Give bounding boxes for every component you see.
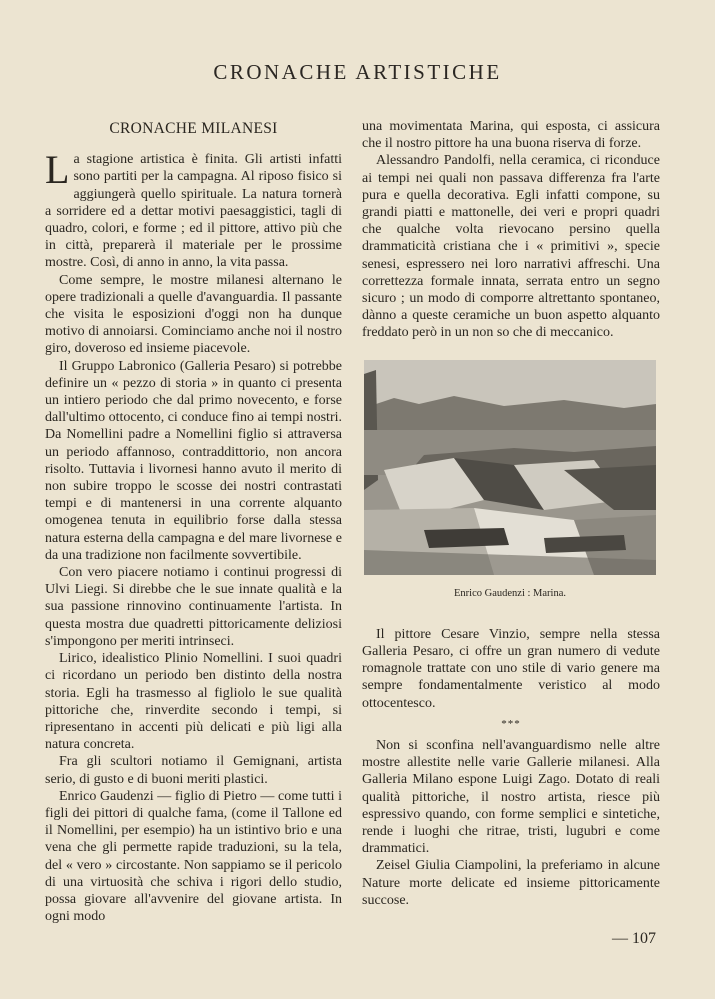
paragraph: Non si sconfina nell'avanguardismo nelle altre mostre allestite nelle varie Gallerie milanesi. Alla Galleria Milano espone Luigi Zago. Dotato di reali qualità pittoriche, il nostro artista, riesce più espressivo quando, con forme semplici e sintetiche, rende i luoghi che ritrae, tristi, lugubri e come drammatici. — [362, 738, 660, 857]
figure — [364, 360, 656, 602]
figure-caption: Enrico Gaudenzi : Marina. — [454, 587, 566, 599]
left-column — [45, 120, 342, 925]
paragraph: Fra gli scultori notiamo il Gemignani, artista serio, di gusto e di buoni meriti plastici. — [45, 754, 342, 787]
page-number: — 107 — [612, 930, 656, 947]
marina-painting-image — [364, 360, 656, 575]
paragraph: Con vero piacere notiamo i continui progressi di Ulvi Liegi. Si direbbe che le sue innate qualità e la sua passione rinnovino continuamente l'artista. In questa mostra due quadretti pittoricamente deliziosi s'impongono per meriti intrinseci. — [45, 565, 342, 649]
paragraph: Lirico, idealistico Plinio Nomellini. I suoi quadri ci ricordano un periodo ben distinto della nostra storia. Egli ha trasmesso al figliolo le sue qualità pittoriche che, rinverdite secondo i tempi, si ripresentano in accenti più delicati e più ligi alla natura concreta. — [45, 651, 342, 753]
paragraph: La stagione artistica è finita. Gli artisti infatti sono partiti per la campagna. Al riposo fisico si aggiungerà quello spirituale. La natura tornerà a sorridere ed a dettar motivi paesaggistici, tagli di quadro, colori, e forme ; ed il pittore, attivo più che in città, preparerà il materiale per le prossime mostre. Così, di anno in anno, la vita passa. — [45, 147, 342, 271]
paragraph: Il Gruppo Labronico (Galleria Pesaro) si potrebbe definire un « pezzo di storia » in quanto ci presenta un intiero periodo che dal primo novecento, e forse dall'ultimo ottocento, ci conduce fino ai tempi nostri. Da Nomellini padre a Nomellini figlio si attraversa un periodo affannoso, contraddittorio, non ancora risolto. Tuttavia i livornesi hanno avuto il merito di non subire troppo le scosse dei nostri contrastati tempi e di mantenersi in una corrente alquanto omogenea tenuta in equilibrio forse dalla stessa natura esterna della campagna e del mare livornese e da una tradizione non facilmente sovvertibile. — [45, 358, 342, 563]
paragraph: Alessandro Pandolfi, nella ceramica, ci riconduce ai tempi nei quali non passava differenza fra l'arte pura e quella decorativa. Egli infatti compone, su grandi piatti e mattonelle, dei veri e propri quadri che qualche volta rievocano persino quella drammaticità cristiana che i « primitivi », specie senesi, espressero nei loro narrativi affreschi. Una correttezza formale innata, serrata entro un segno sicuro ; un modo di comporre altrettanto spontaneo, dànno a queste ceramiche un buon aspetto alquanto freddato però in un non so che di meccanico. — [362, 153, 660, 341]
paragraph: una movimentata Marina, qui esposta, ci assicura che il nostro pittore ha una buona riserva di forze. — [362, 119, 660, 152]
paragraph: Il pittore Cesare Vinzio, sempre nella stessa Galleria Pesaro, ci offre un gran numero di vedute romagnole trattate con uno stile di vario genere ma sempre fondamentalmente veristico al modo ottocentesco. — [362, 626, 660, 711]
paragraph: Come sempre, le mostre milanesi alternano le opere tradizionali a quelle d'avanguardia. Il passante che visita le esposizioni d'oggi non ha dunque motivo di annoiarsi. Cominciamo anche noi il nostro giro, doveroso ed insieme piacevole. — [45, 272, 342, 357]
section-title: CRONACHE MILANESI — [109, 120, 278, 137]
drop-cap: L — [45, 147, 70, 193]
right-column — [362, 118, 660, 909]
paragraph: Zeisel Giulia Ciampolini, la preferiamo in alcune Nature morte delicate ed insieme pittoricamente succose. — [362, 858, 660, 908]
paragraph: Enrico Gaudenzi — figlio di Pietro — come tutti i figli dei pittori di qualche fama, (come il Tallone ed il Nomellini, per esempio) ha un istintivo brio e una vena che gli permette rapide traduzioni, su la tela, del « vero » circostante. Non sappiamo se il pericolo di una virtuosità che schiva i rigori dello studio, possa giovare all'avvenire del giovane artista. In ogni modo — [45, 788, 342, 925]
page-title: CRONACHE ARTISTICHE — [213, 60, 502, 84]
section-separator: *** — [501, 717, 521, 730]
